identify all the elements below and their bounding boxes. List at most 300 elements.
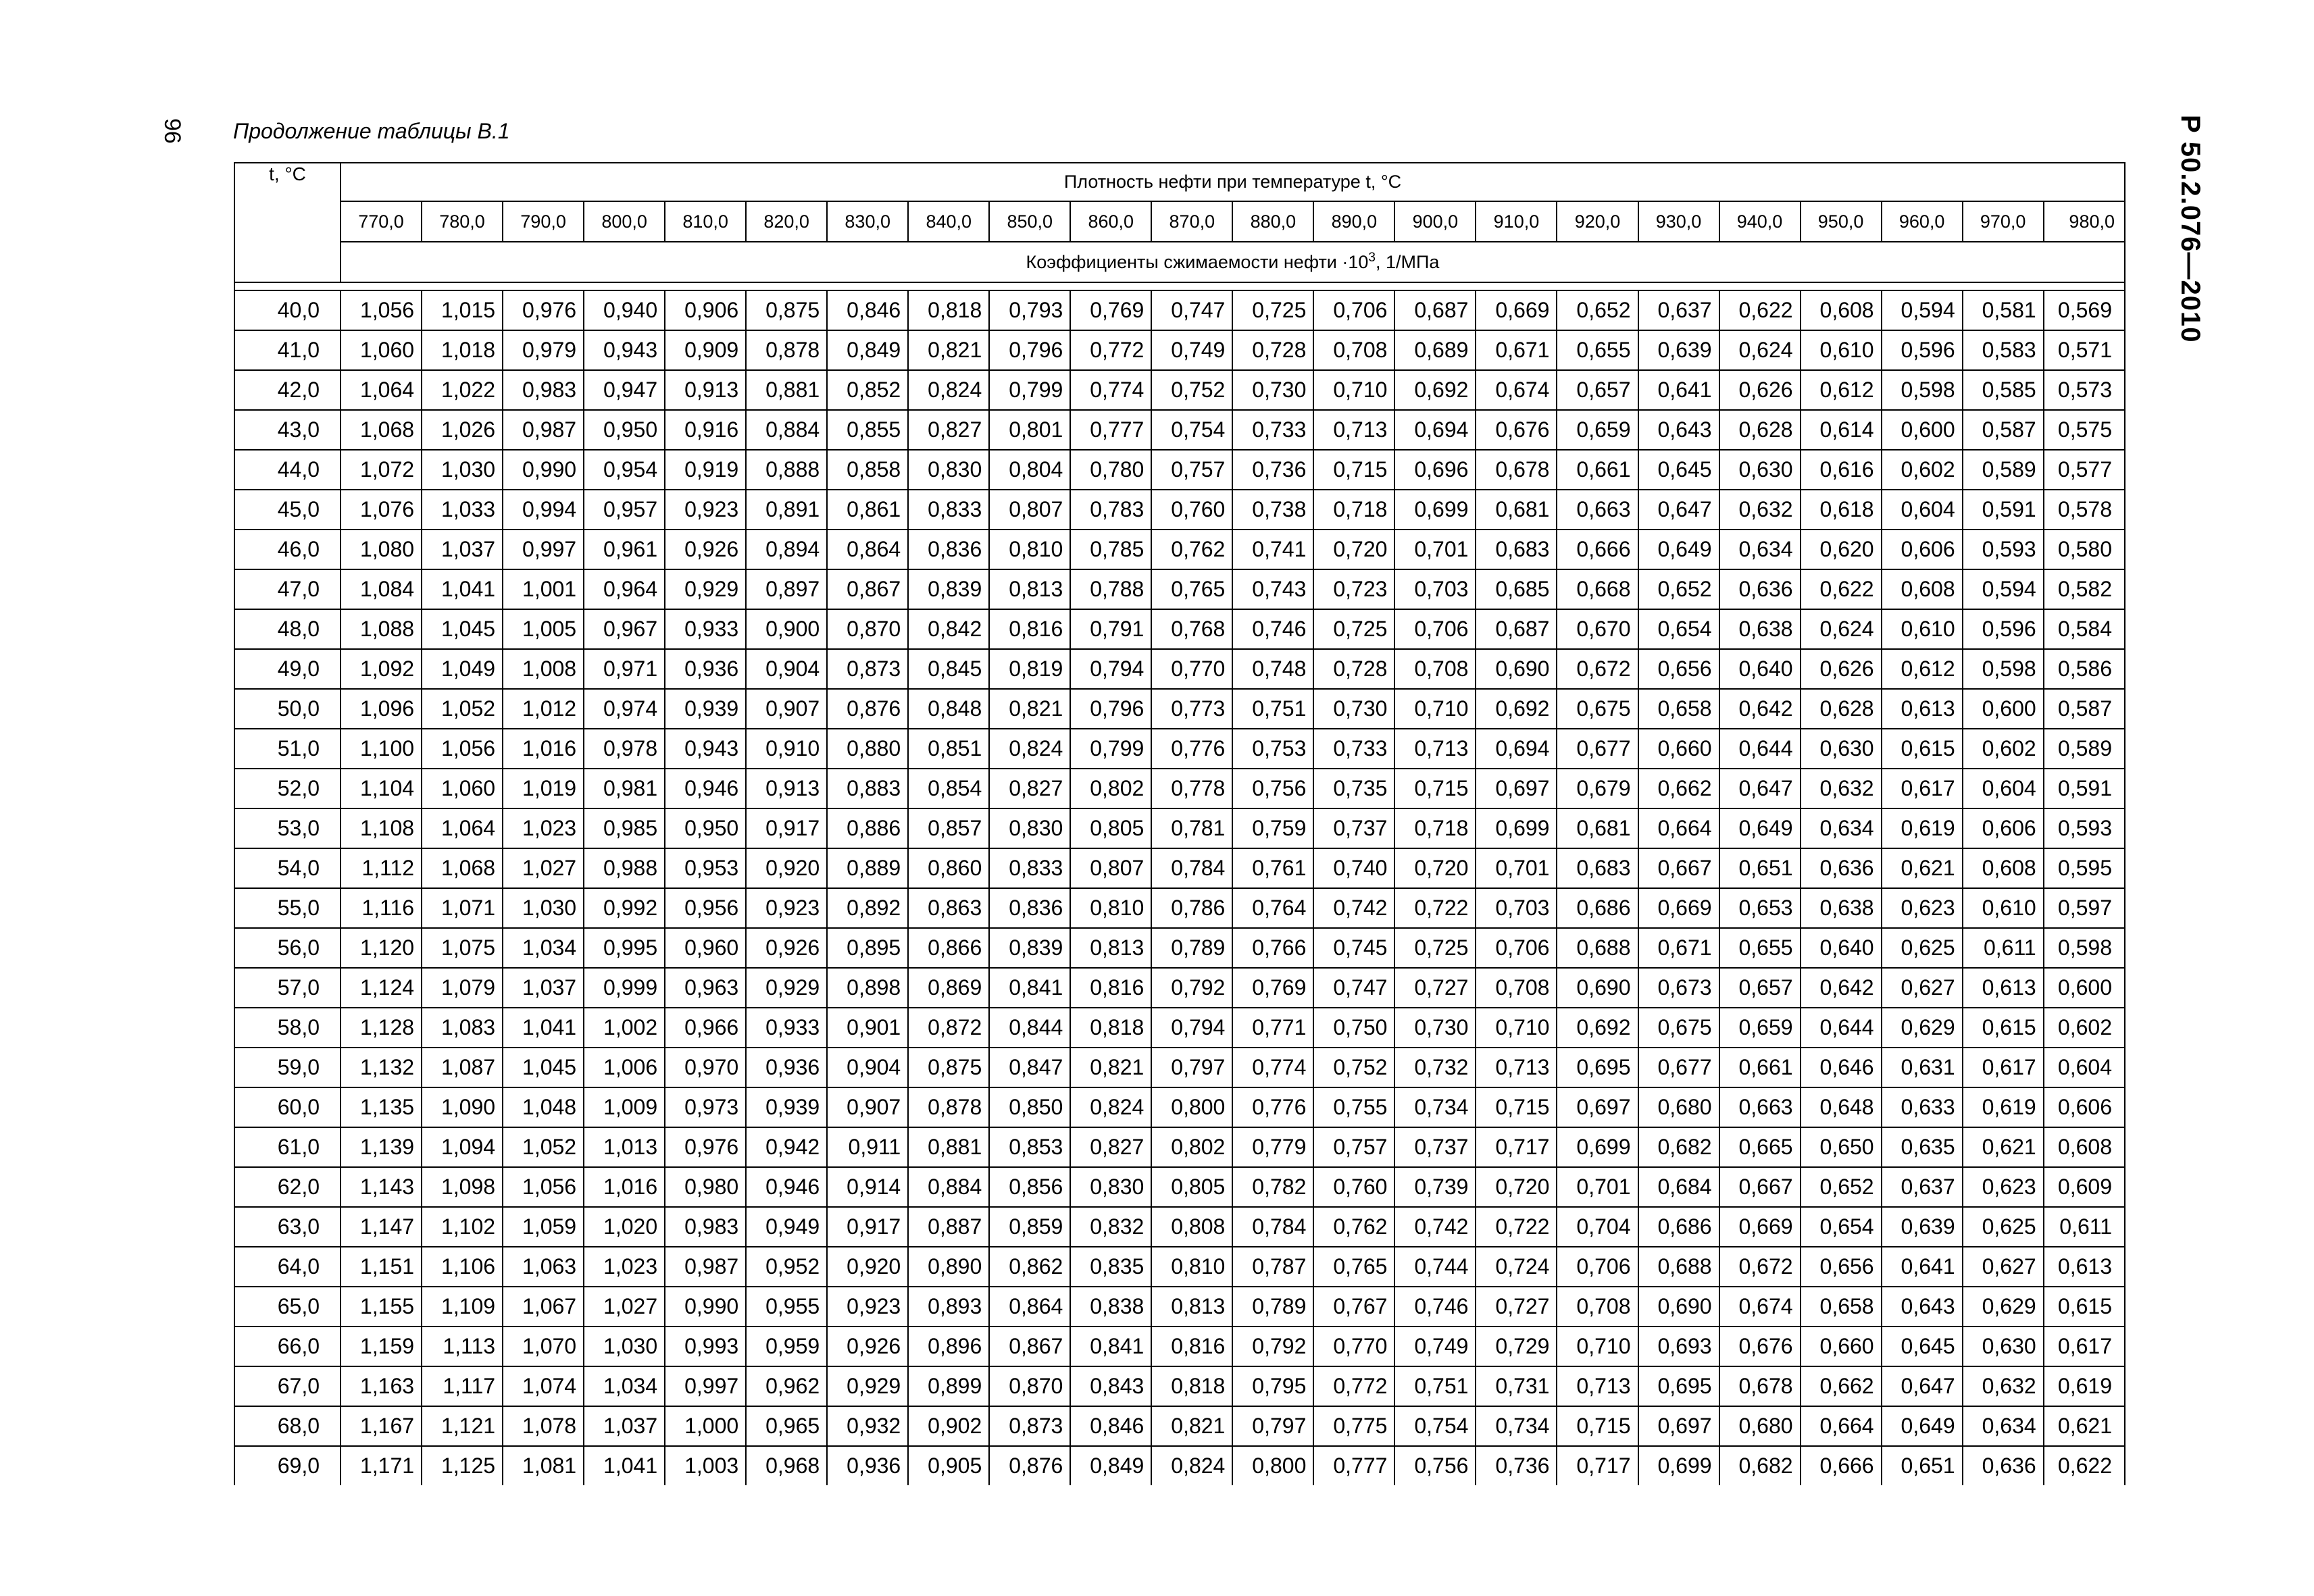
coefficient-cell: 0,633 <box>1882 1087 1963 1127</box>
coefficient-cell: 1,108 <box>341 808 422 848</box>
coefficient-cell: 0,897 <box>746 569 827 609</box>
coefficient-cell: 0,734 <box>1394 1087 1476 1127</box>
coefficient-cell: 0,787 <box>1232 1247 1313 1287</box>
coefficient-cell: 0,725 <box>1232 290 1313 330</box>
coefficient-cell: 0,849 <box>827 330 908 370</box>
coefficient-cell: 0,598 <box>2044 928 2125 968</box>
coefficient-cell: 1,060 <box>422 769 503 808</box>
coefficient-cell: 0,846 <box>1070 1406 1151 1446</box>
coefficient-cell: 0,900 <box>746 609 827 649</box>
coefficient-cell: 0,638 <box>1801 888 1882 928</box>
density-columns-row <box>234 201 2125 242</box>
coefficient-cell: 0,602 <box>1963 729 2044 769</box>
coefficient-cell: 0,738 <box>1232 490 1313 530</box>
coefficient-cell: 0,710 <box>1557 1327 1638 1366</box>
coefficient-cell: 1,045 <box>422 609 503 649</box>
coefficient-cell: 0,611 <box>2044 1207 2125 1247</box>
coefficient-cell: 0,587 <box>2044 689 2125 729</box>
coefficient-cell: 0,706 <box>1557 1247 1638 1287</box>
coefficient-header-unit: , 1/МПа <box>1376 251 1440 272</box>
coefficient-cell: 0,604 <box>1963 769 2044 808</box>
header-gap-cell <box>234 282 2125 290</box>
coefficient-cell: 0,713 <box>1476 1048 1557 1087</box>
coefficient-cell: 0,848 <box>908 689 989 729</box>
table-row <box>234 968 2125 1008</box>
coefficient-cell: 0,978 <box>584 729 665 769</box>
coefficient-cell: 0,839 <box>908 569 989 609</box>
coefficient-cell: 1,052 <box>422 689 503 729</box>
temperature-cell: 61,0 <box>234 1127 341 1167</box>
coefficient-cell: 0,890 <box>908 1247 989 1287</box>
coefficient-cell: 0,706 <box>1313 290 1394 330</box>
coefficient-cell: 0,929 <box>665 569 746 609</box>
coefficient-cell: 0,611 <box>1963 928 2044 968</box>
coefficient-cell: 0,720 <box>1313 530 1394 569</box>
coefficient-cell: 0,703 <box>1394 569 1476 609</box>
coefficient-cell: 0,771 <box>1232 1008 1313 1048</box>
coefficient-cell: 0,686 <box>1557 888 1638 928</box>
density-column-header: 800,0 <box>584 201 665 242</box>
coefficient-cell: 0,668 <box>1557 569 1638 609</box>
coefficient-cell: 0,765 <box>1151 569 1232 609</box>
coefficient-cell: 0,671 <box>1476 330 1557 370</box>
coefficient-cell: 0,697 <box>1638 1406 1719 1446</box>
coefficient-cell: 0,932 <box>827 1406 908 1446</box>
table-row <box>234 848 2125 888</box>
coefficient-cell: 0,706 <box>1476 928 1557 968</box>
coefficient-cell: 0,612 <box>1801 370 1882 410</box>
coefficient-cell: 0,659 <box>1719 1008 1801 1048</box>
coefficient-cell: 0,995 <box>584 928 665 968</box>
coefficient-cell: 1,048 <box>503 1087 584 1127</box>
coefficient-cell: 0,615 <box>1882 729 1963 769</box>
coefficient-cell: 0,746 <box>1232 609 1313 649</box>
coefficient-cell: 0,642 <box>1719 689 1801 729</box>
coefficient-cell: 0,713 <box>1313 410 1394 450</box>
coefficient-cell: 1,159 <box>341 1327 422 1366</box>
coefficient-cell: 0,950 <box>584 410 665 450</box>
coefficient-cell: 0,732 <box>1394 1048 1476 1087</box>
temperature-cell: 65,0 <box>234 1287 341 1327</box>
coefficient-cell: 0,690 <box>1638 1287 1719 1327</box>
coefficient-cell: 0,667 <box>1719 1167 1801 1207</box>
coefficient-cell: 0,940 <box>584 290 665 330</box>
coefficient-cell: 0,833 <box>908 490 989 530</box>
coefficient-cell: 0,606 <box>1963 808 2044 848</box>
coefficient-cell: 0,805 <box>1151 1167 1232 1207</box>
coefficient-cell: 0,602 <box>2044 1008 2125 1048</box>
coefficient-cell: 0,863 <box>908 888 989 928</box>
coefficient-cell: 0,694 <box>1476 729 1557 769</box>
coefficient-cell: 0,788 <box>1070 569 1151 609</box>
coefficient-cell: 0,949 <box>746 1207 827 1247</box>
coefficient-cell: 0,744 <box>1394 1247 1476 1287</box>
coefficient-cell: 0,701 <box>1557 1167 1638 1207</box>
table-row <box>234 1167 2125 1207</box>
coefficient-cell: 1,120 <box>341 928 422 968</box>
coefficient-cell: 0,626 <box>1719 370 1801 410</box>
coefficient-cell: 0,690 <box>1557 968 1638 1008</box>
coefficient-cell: 1,033 <box>422 490 503 530</box>
coefficient-cell: 0,810 <box>989 530 1070 569</box>
coefficient-cell: 0,910 <box>746 729 827 769</box>
coefficient-cell: 0,692 <box>1557 1008 1638 1048</box>
coefficient-cell: 0,583 <box>1963 330 2044 370</box>
coefficient-cell: 0,673 <box>1638 968 1719 1008</box>
temperature-cell: 63,0 <box>234 1207 341 1247</box>
coefficient-cell: 0,985 <box>584 808 665 848</box>
table-row <box>234 808 2125 848</box>
coefficient-cell: 0,613 <box>1963 968 2044 1008</box>
coefficient-cell: 0,650 <box>1801 1127 1882 1167</box>
coefficient-cell: 0,987 <box>665 1247 746 1287</box>
coefficient-cell: 0,749 <box>1151 330 1232 370</box>
temperature-cell: 62,0 <box>234 1167 341 1207</box>
coefficient-cell: 0,884 <box>908 1167 989 1207</box>
coefficient-cell: 0,887 <box>908 1207 989 1247</box>
temperature-cell: 68,0 <box>234 1406 341 1446</box>
coefficient-cell: 1,056 <box>341 290 422 330</box>
coefficient-cell: 0,919 <box>665 450 746 490</box>
coefficient-cell: 0,682 <box>1719 1446 1801 1485</box>
coefficient-cell: 0,893 <box>908 1287 989 1327</box>
coefficient-cell: 0,947 <box>584 370 665 410</box>
coefficient-cell: 0,801 <box>989 410 1070 450</box>
table-row <box>234 649 2125 689</box>
coefficient-cell: 0,793 <box>989 290 1070 330</box>
coefficient-cell: 0,701 <box>1394 530 1476 569</box>
coefficient-cell: 0,770 <box>1151 649 1232 689</box>
temperature-cell: 66,0 <box>234 1327 341 1366</box>
temperature-cell: 55,0 <box>234 888 341 928</box>
coefficient-cell: 1,023 <box>503 808 584 848</box>
coefficient-cell: 0,660 <box>1638 729 1719 769</box>
table-row <box>234 1406 2125 1446</box>
coefficient-cell: 1,022 <box>422 370 503 410</box>
coefficient-cell: 0,734 <box>1476 1406 1557 1446</box>
coefficient-cell: 1,094 <box>422 1127 503 1167</box>
coefficient-cell: 0,929 <box>746 968 827 1008</box>
coefficient-cell: 0,720 <box>1476 1167 1557 1207</box>
table-row <box>234 928 2125 968</box>
coefficient-cell: 1,001 <box>503 569 584 609</box>
coefficient-cell: 0,665 <box>1719 1127 1801 1167</box>
temperature-cell: 48,0 <box>234 609 341 649</box>
coefficient-cell: 0,710 <box>1313 370 1394 410</box>
density-column-header: 810,0 <box>665 201 746 242</box>
coefficient-cell: 0,735 <box>1313 769 1394 808</box>
coefficient-cell: 0,685 <box>1476 569 1557 609</box>
coefficient-cell: 0,869 <box>908 968 989 1008</box>
coefficient-cell: 0,818 <box>1151 1366 1232 1406</box>
coefficient-cell: 1,049 <box>422 649 503 689</box>
temperature-column-header: t, °C <box>234 163 341 282</box>
coefficient-cell: 0,728 <box>1232 330 1313 370</box>
coefficient-cell: 0,647 <box>1638 490 1719 530</box>
coefficient-cell: 1,125 <box>422 1446 503 1485</box>
coefficient-cell: 0,880 <box>827 729 908 769</box>
coefficient-cell: 1,030 <box>584 1327 665 1366</box>
coefficient-cell: 0,855 <box>827 410 908 450</box>
coefficient-cell: 0,623 <box>1882 888 1963 928</box>
coefficient-cell: 0,783 <box>1070 490 1151 530</box>
coefficient-cell: 0,785 <box>1070 530 1151 569</box>
coefficient-cell: 0,675 <box>1557 689 1638 729</box>
coefficient-cell: 0,656 <box>1638 649 1719 689</box>
coefficient-cell: 0,911 <box>827 1127 908 1167</box>
coefficient-cell: 0,883 <box>827 769 908 808</box>
coefficient-header-exponent: 3 <box>1368 250 1376 265</box>
coefficient-cell: 1,116 <box>341 888 422 928</box>
coefficient-cell: 0,802 <box>1151 1127 1232 1167</box>
coefficient-cell: 1,041 <box>503 1008 584 1048</box>
table-row <box>234 290 2125 330</box>
coefficient-cell: 1,041 <box>422 569 503 609</box>
table-body <box>234 282 2125 1485</box>
temperature-cell: 43,0 <box>234 410 341 450</box>
coefficient-cell: 0,630 <box>1719 450 1801 490</box>
coefficient-cell: 0,715 <box>1394 769 1476 808</box>
coefficient-cell: 0,595 <box>2044 848 2125 888</box>
coefficient-cell: 0,672 <box>1557 649 1638 689</box>
table-row <box>234 1127 2125 1167</box>
temperature-cell: 45,0 <box>234 490 341 530</box>
coefficient-cell: 0,678 <box>1719 1366 1801 1406</box>
coefficient-cell: 1,104 <box>341 769 422 808</box>
coefficient-cell: 0,713 <box>1394 729 1476 769</box>
coefficient-cell: 0,710 <box>1394 689 1476 729</box>
coefficient-cell: 0,983 <box>665 1207 746 1247</box>
coefficient-cell: 1,016 <box>503 729 584 769</box>
density-group-header: Плотность нефти при температуре t, °C <box>341 163 2125 201</box>
coefficient-cell: 0,739 <box>1394 1167 1476 1207</box>
coefficient-cell: 0,626 <box>1801 649 1882 689</box>
temperature-cell: 42,0 <box>234 370 341 410</box>
coefficient-cell: 0,836 <box>989 888 1070 928</box>
coefficient-cell: 0,686 <box>1638 1207 1719 1247</box>
coefficient-cell: 0,708 <box>1313 330 1394 370</box>
coefficient-cell: 0,748 <box>1232 649 1313 689</box>
coefficient-cell: 0,988 <box>584 848 665 888</box>
coefficient-cell: 0,838 <box>1070 1287 1151 1327</box>
coefficient-cell: 0,950 <box>665 808 746 848</box>
density-column-header: 970,0 <box>1963 201 2044 242</box>
coefficient-cell: 0,624 <box>1801 609 1882 649</box>
coefficient-cell: 0,689 <box>1394 330 1476 370</box>
coefficient-cell: 0,920 <box>746 848 827 888</box>
coefficient-header-base: Коэффициенты сжимаемости нефти ·10 <box>1026 251 1369 272</box>
coefficient-cell: 0,816 <box>1151 1327 1232 1366</box>
coefficient-cell: 0,858 <box>827 450 908 490</box>
coefficient-cell: 0,824 <box>989 729 1070 769</box>
coefficient-cell: 0,757 <box>1151 450 1232 490</box>
coefficient-cell: 0,864 <box>827 530 908 569</box>
coefficient-cell: 0,961 <box>584 530 665 569</box>
coefficient-cell: 0,774 <box>1070 370 1151 410</box>
coefficient-cell: 0,680 <box>1719 1406 1801 1446</box>
coefficient-cell: 1,071 <box>422 888 503 928</box>
coefficient-cell: 0,697 <box>1557 1087 1638 1127</box>
coefficient-cell: 0,992 <box>584 888 665 928</box>
coefficient-cell: 0,645 <box>1882 1327 1963 1366</box>
coefficient-cell: 0,622 <box>1801 569 1882 609</box>
coefficient-cell: 0,649 <box>1719 808 1801 848</box>
table-row <box>234 1287 2125 1327</box>
coefficient-cell: 0,892 <box>827 888 908 928</box>
coefficient-cell: 0,782 <box>1232 1167 1313 1207</box>
table-row <box>234 569 2125 609</box>
coefficient-cell: 0,681 <box>1557 808 1638 848</box>
coefficient-cell: 0,917 <box>827 1207 908 1247</box>
temperature-cell: 53,0 <box>234 808 341 848</box>
coefficient-cell: 0,652 <box>1638 569 1719 609</box>
table-row <box>234 729 2125 769</box>
temperature-cell: 51,0 <box>234 729 341 769</box>
coefficient-cell: 0,631 <box>1882 1048 1963 1087</box>
coefficient-cell: 1,079 <box>422 968 503 1008</box>
coefficient-cell: 0,625 <box>1882 928 1963 968</box>
coefficient-cell: 1,020 <box>584 1207 665 1247</box>
coefficient-cell: 1,063 <box>503 1247 584 1287</box>
coefficient-cell: 1,074 <box>503 1366 584 1406</box>
coefficient-cell: 0,800 <box>1232 1446 1313 1485</box>
coefficient-cell: 1,008 <box>503 649 584 689</box>
coefficient-cell: 0,683 <box>1476 530 1557 569</box>
coefficient-cell: 0,730 <box>1232 370 1313 410</box>
coefficient-cell: 0,676 <box>1719 1327 1801 1366</box>
coefficient-cell: 0,916 <box>665 410 746 450</box>
coefficient-cell: 0,653 <box>1719 888 1801 928</box>
coefficient-cell: 0,717 <box>1557 1446 1638 1485</box>
coefficient-cell: 0,569 <box>2044 290 2125 330</box>
coefficient-cell: 0,638 <box>1719 609 1801 649</box>
coefficient-cell: 1,113 <box>422 1327 503 1366</box>
coefficient-cell: 0,594 <box>1882 290 1963 330</box>
coefficient-cell: 0,777 <box>1313 1446 1394 1485</box>
coefficient-cell: 1,005 <box>503 609 584 649</box>
coefficient-cell: 1,037 <box>584 1406 665 1446</box>
coefficient-cell: 0,694 <box>1394 410 1476 450</box>
coefficient-cell: 0,615 <box>2044 1287 2125 1327</box>
coefficient-cell: 0,813 <box>989 569 1070 609</box>
coefficient-cell: 0,635 <box>1882 1127 1963 1167</box>
coefficient-cell: 0,636 <box>1719 569 1801 609</box>
coefficient-cell: 0,827 <box>989 769 1070 808</box>
coefficient-cell: 0,619 <box>1963 1087 2044 1127</box>
coefficient-cell: 0,675 <box>1638 1008 1719 1048</box>
coefficient-cell: 0,805 <box>1070 808 1151 848</box>
coefficient-cell: 0,625 <box>1963 1207 2044 1247</box>
coefficient-cell: 0,634 <box>1719 530 1801 569</box>
coefficient-cell: 0,757 <box>1313 1127 1394 1167</box>
coefficient-cell: 0,772 <box>1070 330 1151 370</box>
coefficient-cell: 0,641 <box>1638 370 1719 410</box>
coefficient-cell: 0,658 <box>1638 689 1719 729</box>
coefficient-cell: 0,905 <box>908 1446 989 1485</box>
table-row <box>234 1207 2125 1247</box>
coefficient-cell: 0,761 <box>1232 848 1313 888</box>
coefficient-cell: 0,942 <box>746 1127 827 1167</box>
coefficient-cell: 0,682 <box>1638 1127 1719 1167</box>
coefficient-cell: 0,681 <box>1476 490 1557 530</box>
coefficient-cell: 0,994 <box>503 490 584 530</box>
table-row <box>234 530 2125 569</box>
coefficient-cell: 1,092 <box>341 649 422 689</box>
coefficient-cell: 0,687 <box>1394 290 1476 330</box>
coefficient-cell: 0,737 <box>1313 808 1394 848</box>
coefficient-cell: 0,946 <box>746 1167 827 1207</box>
coefficient-cell: 1,100 <box>341 729 422 769</box>
coefficient-cell: 0,661 <box>1557 450 1638 490</box>
coefficient-cell: 0,766 <box>1232 928 1313 968</box>
coefficient-cell: 0,660 <box>1801 1327 1882 1366</box>
coefficient-cell: 0,651 <box>1882 1446 1963 1485</box>
coefficient-cell: 0,907 <box>827 1087 908 1127</box>
coefficient-cell: 0,914 <box>827 1167 908 1207</box>
coefficient-cell: 0,768 <box>1151 609 1232 649</box>
coefficient-cell: 0,596 <box>1882 330 1963 370</box>
coefficient-cell: 0,751 <box>1394 1366 1476 1406</box>
coefficient-cell: 0,741 <box>1232 530 1313 569</box>
coefficient-cell: 0,737 <box>1394 1127 1476 1167</box>
density-column-header: 920,0 <box>1557 201 1638 242</box>
coefficient-cell: 0,649 <box>1882 1406 1963 1446</box>
coefficient-cell: 0,933 <box>746 1008 827 1048</box>
coefficient-cell: 1,064 <box>422 808 503 848</box>
coefficient-cell: 0,593 <box>2044 808 2125 848</box>
coefficient-cell: 0,808 <box>1151 1207 1232 1247</box>
coefficient-cell: 0,664 <box>1638 808 1719 848</box>
coefficient-cell: 0,780 <box>1070 450 1151 490</box>
coefficient-cell: 1,139 <box>341 1127 422 1167</box>
coefficient-cell: 0,807 <box>989 490 1070 530</box>
coefficient-cell: 0,844 <box>989 1008 1070 1048</box>
coefficient-cell: 0,852 <box>827 370 908 410</box>
coefficient-cell: 0,679 <box>1557 769 1638 808</box>
coefficient-cell: 0,953 <box>665 848 746 888</box>
coefficient-cell: 0,652 <box>1801 1167 1882 1207</box>
coefficient-cell: 0,639 <box>1638 330 1719 370</box>
coefficient-cell: 0,997 <box>665 1366 746 1406</box>
coefficient-cell: 0,971 <box>584 649 665 689</box>
coefficient-cell: 0,833 <box>989 848 1070 888</box>
table-row <box>234 1008 2125 1048</box>
coefficient-cell: 1,041 <box>584 1446 665 1485</box>
table-row <box>234 609 2125 649</box>
coefficient-cell: 0,749 <box>1394 1327 1476 1366</box>
coefficient-cell: 0,742 <box>1394 1207 1476 1247</box>
temperature-cell: 46,0 <box>234 530 341 569</box>
density-column-header: 960,0 <box>1882 201 1963 242</box>
temperature-cell: 40,0 <box>234 290 341 330</box>
coefficient-cell: 0,943 <box>665 729 746 769</box>
coefficient-cell: 0,873 <box>989 1406 1070 1446</box>
coefficient-cell: 0,600 <box>1963 689 2044 729</box>
coefficient-cell: 1,030 <box>422 450 503 490</box>
table-row <box>234 1446 2125 1485</box>
coefficient-cell: 0,845 <box>908 649 989 689</box>
coefficient-cell: 0,756 <box>1394 1446 1476 1485</box>
coefficient-cell: 0,651 <box>1719 848 1801 888</box>
coefficient-cell: 0,827 <box>1070 1127 1151 1167</box>
coefficient-cell: 0,608 <box>2044 1127 2125 1167</box>
coefficient-cell: 0,789 <box>1232 1287 1313 1327</box>
coefficient-cell: 0,641 <box>1882 1247 1963 1287</box>
coefficient-cell: 0,856 <box>989 1167 1070 1207</box>
coefficient-cell: 0,591 <box>1963 490 2044 530</box>
coefficient-cell: 0,821 <box>1070 1048 1151 1087</box>
coefficient-cell: 0,669 <box>1719 1207 1801 1247</box>
